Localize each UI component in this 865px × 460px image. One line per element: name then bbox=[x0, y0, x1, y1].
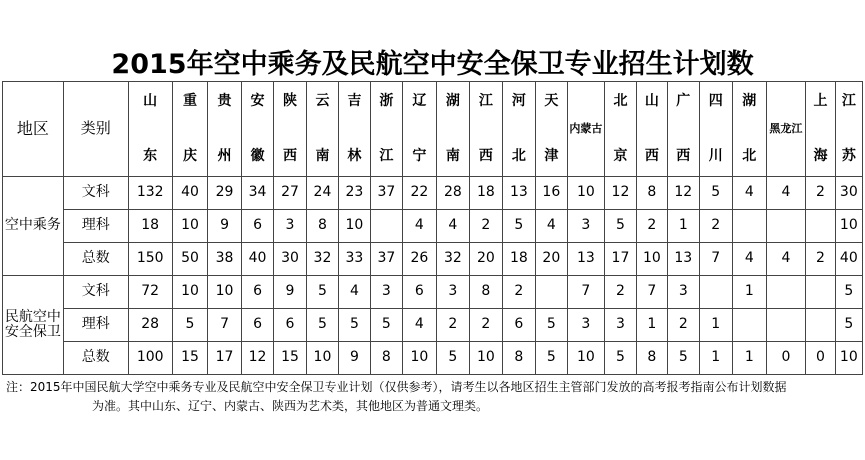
quota-cell: 8 bbox=[636, 342, 667, 375]
province-header bbox=[733, 82, 767, 177]
quota-cell: 10 bbox=[172, 210, 208, 243]
province-name-top: 江 bbox=[478, 93, 493, 109]
quota-cell: 1 bbox=[699, 342, 733, 375]
province-header bbox=[502, 82, 536, 177]
quota-cell: 23 bbox=[339, 177, 370, 210]
quota-cell: 13 bbox=[668, 243, 699, 276]
province-name-bottom: 江 bbox=[379, 147, 394, 164]
quota-cell: 15 bbox=[274, 342, 306, 375]
province-name-top: 浙 bbox=[379, 93, 394, 109]
enrollment-plan-table bbox=[2, 81, 863, 375]
quota-cell: 100 bbox=[128, 342, 172, 375]
province-name-top: 湖 bbox=[742, 93, 757, 109]
quota-cell: 4 bbox=[766, 177, 806, 210]
quota-cell: 2 bbox=[605, 276, 636, 309]
province-name-top: 广 bbox=[676, 93, 691, 109]
quota-cell: 4 bbox=[766, 243, 806, 276]
quota-cell: 10 bbox=[403, 342, 437, 375]
quota-cell: 5 bbox=[172, 309, 208, 342]
quota-cell: 3 bbox=[274, 210, 306, 243]
quota-cell: 6 bbox=[241, 276, 273, 309]
province-name-bottom: 西 bbox=[478, 147, 493, 164]
region-header bbox=[3, 82, 64, 177]
province-name-bottom: 林 bbox=[347, 147, 362, 164]
quota-cell: 18 bbox=[128, 210, 172, 243]
quota-cell bbox=[766, 276, 806, 309]
quota-cell: 1 bbox=[733, 342, 767, 375]
province-header bbox=[567, 82, 605, 177]
quota-cell: 4 bbox=[436, 210, 470, 243]
quota-cell: 2 bbox=[470, 309, 502, 342]
province-name-top: 陕 bbox=[283, 93, 297, 109]
province-name-bottom: 西 bbox=[644, 147, 659, 164]
quota-cell: 34 bbox=[241, 177, 273, 210]
row-category-label: 文科 bbox=[63, 276, 128, 309]
quota-cell: 1 bbox=[733, 276, 767, 309]
province-header bbox=[128, 82, 172, 177]
header-row bbox=[3, 82, 863, 177]
quota-cell: 16 bbox=[536, 177, 567, 210]
province-name: 黑龙江 bbox=[769, 121, 803, 135]
quota-cell: 12 bbox=[605, 177, 636, 210]
quota-cell: 6 bbox=[274, 309, 306, 342]
province-name: 内蒙古 bbox=[569, 121, 603, 135]
quota-cell: 8 bbox=[370, 342, 402, 375]
row-category-label: 理科 bbox=[63, 210, 128, 243]
major-group-label: 民航空中 bbox=[4, 308, 61, 325]
quota-cell: 40 bbox=[172, 177, 208, 210]
row-category-label: 文科 bbox=[63, 177, 128, 210]
major-group-cell bbox=[3, 276, 64, 375]
quota-cell: 2 bbox=[668, 309, 699, 342]
quota-cell: 40 bbox=[241, 243, 273, 276]
major-group-label: 空中乘务 bbox=[4, 217, 61, 234]
quota-cell: 28 bbox=[128, 309, 172, 342]
quota-cell: 10 bbox=[470, 342, 502, 375]
quota-cell: 10 bbox=[172, 276, 208, 309]
quota-cell: 3 bbox=[668, 276, 699, 309]
quota-cell: 17 bbox=[208, 342, 242, 375]
province-name-bottom: 庆 bbox=[182, 147, 197, 164]
province-header bbox=[403, 82, 437, 177]
quota-cell: 8 bbox=[502, 342, 536, 375]
quota-cell: 1 bbox=[699, 309, 733, 342]
province-header bbox=[536, 82, 567, 177]
province-name-bottom: 西 bbox=[283, 147, 297, 164]
province-header bbox=[370, 82, 402, 177]
quota-cell bbox=[699, 276, 733, 309]
quota-cell: 12 bbox=[241, 342, 273, 375]
quota-cell: 37 bbox=[370, 243, 402, 276]
province-name-bottom: 徽 bbox=[250, 147, 265, 164]
quota-cell: 2 bbox=[470, 210, 502, 243]
quota-cell: 6 bbox=[241, 309, 273, 342]
quota-cell: 5 bbox=[306, 276, 338, 309]
province-header bbox=[766, 82, 806, 177]
quota-cell: 2 bbox=[806, 243, 835, 276]
quota-cell: 1 bbox=[668, 210, 699, 243]
quota-cell: 0 bbox=[766, 342, 806, 375]
province-name-top: 江 bbox=[841, 93, 856, 109]
quota-cell: 5 bbox=[605, 210, 636, 243]
quota-cell: 72 bbox=[128, 276, 172, 309]
quota-cell: 4 bbox=[339, 276, 370, 309]
quota-cell: 7 bbox=[699, 243, 733, 276]
quota-cell: 2 bbox=[806, 177, 835, 210]
quota-cell bbox=[806, 210, 835, 243]
province-name-top: 上 bbox=[813, 93, 828, 109]
province-name-bottom: 南 bbox=[315, 147, 330, 164]
quota-cell: 4 bbox=[733, 177, 767, 210]
quota-cell: 3 bbox=[436, 276, 470, 309]
quota-cell: 38 bbox=[208, 243, 242, 276]
quota-cell: 29 bbox=[208, 177, 242, 210]
quota-cell: 30 bbox=[835, 177, 862, 210]
quota-cell bbox=[733, 309, 767, 342]
province-name-top: 山 bbox=[644, 93, 659, 109]
quota-cell: 132 bbox=[128, 177, 172, 210]
quota-cell: 6 bbox=[403, 276, 437, 309]
quota-cell: 10 bbox=[208, 276, 242, 309]
quota-cell: 28 bbox=[436, 177, 470, 210]
province-header bbox=[806, 82, 835, 177]
quota-cell: 5 bbox=[835, 309, 862, 342]
quota-cell: 10 bbox=[567, 177, 605, 210]
quota-cell: 20 bbox=[470, 243, 502, 276]
quota-cell: 40 bbox=[835, 243, 862, 276]
category-header-label: 类别 bbox=[80, 119, 111, 138]
province-name-top: 安 bbox=[250, 93, 265, 109]
quota-cell: 33 bbox=[339, 243, 370, 276]
quota-cell: 5 bbox=[835, 276, 862, 309]
quota-cell: 50 bbox=[172, 243, 208, 276]
province-name-top: 四 bbox=[708, 93, 723, 109]
quota-cell: 26 bbox=[403, 243, 437, 276]
province-name-top: 吉 bbox=[347, 93, 362, 109]
province-header bbox=[668, 82, 699, 177]
row-category-label: 总数 bbox=[63, 342, 128, 375]
major-group-cell bbox=[3, 177, 64, 276]
table-row bbox=[3, 276, 863, 309]
quota-cell: 7 bbox=[636, 276, 667, 309]
province-name-bottom: 东 bbox=[143, 147, 158, 164]
province-name-bottom: 津 bbox=[544, 147, 559, 164]
quota-cell: 22 bbox=[403, 177, 437, 210]
quota-cell: 4 bbox=[403, 210, 437, 243]
quota-cell: 37 bbox=[370, 177, 402, 210]
province-header bbox=[699, 82, 733, 177]
row-category-label: 总数 bbox=[63, 243, 128, 276]
quota-cell: 4 bbox=[536, 210, 567, 243]
province-name-top: 云 bbox=[315, 93, 330, 109]
footnote-line-1: 注：2015年中国民航大学空中乘务专业及民航空中安全保卫专业计划（仅供参考），请考生以各地区招生主管部门发放的高考报考指南公布计划数据 bbox=[6, 380, 787, 394]
page-title: 2015年空中乘务及民航空中安全保卫专业招生计划数 bbox=[111, 49, 754, 80]
quota-cell: 5 bbox=[339, 309, 370, 342]
quota-cell: 3 bbox=[567, 210, 605, 243]
quota-cell: 8 bbox=[636, 177, 667, 210]
quota-cell: 8 bbox=[470, 276, 502, 309]
region-header-label: 地区 bbox=[16, 118, 49, 138]
quota-cell bbox=[536, 276, 567, 309]
province-header bbox=[605, 82, 636, 177]
quota-cell: 10 bbox=[306, 342, 338, 375]
quota-cell: 30 bbox=[274, 243, 306, 276]
quota-cell: 10 bbox=[339, 210, 370, 243]
quota-cell: 13 bbox=[567, 243, 605, 276]
province-header bbox=[208, 82, 242, 177]
quota-cell: 12 bbox=[668, 177, 699, 210]
province-name-top: 重 bbox=[182, 93, 197, 109]
major-group-label: 安全保卫 bbox=[4, 324, 61, 340]
quota-cell: 27 bbox=[274, 177, 306, 210]
quota-cell: 6 bbox=[241, 210, 273, 243]
province-header bbox=[241, 82, 273, 177]
quota-cell: 7 bbox=[567, 276, 605, 309]
province-name-top: 山 bbox=[143, 93, 158, 109]
province-name-bottom: 北 bbox=[742, 147, 757, 164]
province-header bbox=[636, 82, 667, 177]
quota-cell: 9 bbox=[274, 276, 306, 309]
quota-cell bbox=[806, 309, 835, 342]
quota-cell: 5 bbox=[536, 309, 567, 342]
province-name-top: 北 bbox=[613, 93, 628, 109]
province-name-top: 湖 bbox=[445, 93, 460, 109]
quota-cell: 5 bbox=[668, 342, 699, 375]
quota-cell: 5 bbox=[370, 309, 402, 342]
province-header bbox=[436, 82, 470, 177]
footnote-line-2: 为准。其中山东、辽宁、内蒙古、陕西为艺术类，其他地区为普通文理类。 bbox=[92, 399, 489, 413]
province-name-bottom: 南 bbox=[445, 147, 460, 164]
quota-cell: 2 bbox=[436, 309, 470, 342]
quota-cell: 150 bbox=[128, 243, 172, 276]
quota-cell: 2 bbox=[699, 210, 733, 243]
quota-cell: 10 bbox=[636, 243, 667, 276]
quota-cell: 10 bbox=[567, 342, 605, 375]
quota-cell: 24 bbox=[306, 177, 338, 210]
province-header bbox=[835, 82, 862, 177]
province-name-bottom: 海 bbox=[813, 147, 828, 164]
province-name-top: 贵 bbox=[217, 93, 232, 109]
quota-cell: 20 bbox=[536, 243, 567, 276]
quota-cell: 18 bbox=[470, 177, 502, 210]
province-name-top: 天 bbox=[544, 93, 559, 109]
province-name-top: 河 bbox=[511, 93, 526, 109]
quota-cell: 32 bbox=[436, 243, 470, 276]
quota-cell: 4 bbox=[403, 309, 437, 342]
province-header bbox=[306, 82, 338, 177]
table-row bbox=[3, 210, 863, 243]
quota-cell bbox=[733, 210, 767, 243]
quota-cell: 1 bbox=[636, 309, 667, 342]
table-row bbox=[3, 342, 863, 375]
footnote bbox=[6, 378, 858, 416]
quota-cell: 7 bbox=[208, 309, 242, 342]
table-row bbox=[3, 243, 863, 276]
province-header bbox=[274, 82, 306, 177]
quota-cell: 8 bbox=[306, 210, 338, 243]
quota-cell: 5 bbox=[502, 210, 536, 243]
province-name-bottom: 州 bbox=[217, 147, 232, 164]
quota-cell bbox=[806, 276, 835, 309]
quota-cell: 13 bbox=[502, 177, 536, 210]
quota-cell: 3 bbox=[370, 276, 402, 309]
quota-cell: 10 bbox=[835, 342, 862, 375]
quota-cell: 5 bbox=[536, 342, 567, 375]
province-header bbox=[172, 82, 208, 177]
table-row bbox=[3, 177, 863, 210]
table-row bbox=[3, 309, 863, 342]
quota-cell: 4 bbox=[733, 243, 767, 276]
category-header bbox=[63, 82, 128, 177]
quota-cell: 32 bbox=[306, 243, 338, 276]
quota-cell: 3 bbox=[567, 309, 605, 342]
quota-cell: 2 bbox=[636, 210, 667, 243]
quota-cell: 0 bbox=[806, 342, 835, 375]
province-header bbox=[339, 82, 370, 177]
quota-cell: 5 bbox=[699, 177, 733, 210]
province-name-bottom: 苏 bbox=[841, 147, 856, 164]
province-name-top: 辽 bbox=[412, 93, 427, 109]
province-name-bottom: 宁 bbox=[412, 147, 427, 164]
quota-cell: 5 bbox=[605, 342, 636, 375]
quota-cell bbox=[766, 309, 806, 342]
province-name-bottom: 西 bbox=[676, 147, 691, 164]
quota-cell: 9 bbox=[339, 342, 370, 375]
quota-cell: 9 bbox=[208, 210, 242, 243]
quota-cell bbox=[766, 210, 806, 243]
quota-cell bbox=[370, 210, 402, 243]
quota-cell: 3 bbox=[605, 309, 636, 342]
quota-cell: 15 bbox=[172, 342, 208, 375]
quota-cell: 18 bbox=[502, 243, 536, 276]
province-name-bottom: 川 bbox=[708, 147, 723, 164]
quota-cell: 5 bbox=[306, 309, 338, 342]
quota-cell: 5 bbox=[436, 342, 470, 375]
quota-cell: 17 bbox=[605, 243, 636, 276]
row-category-label: 理科 bbox=[63, 309, 128, 342]
province-header bbox=[470, 82, 502, 177]
province-name-bottom: 京 bbox=[613, 147, 628, 164]
quota-cell: 2 bbox=[502, 276, 536, 309]
quota-cell: 6 bbox=[502, 309, 536, 342]
province-name-bottom: 北 bbox=[511, 147, 526, 164]
quota-cell: 10 bbox=[835, 210, 862, 243]
